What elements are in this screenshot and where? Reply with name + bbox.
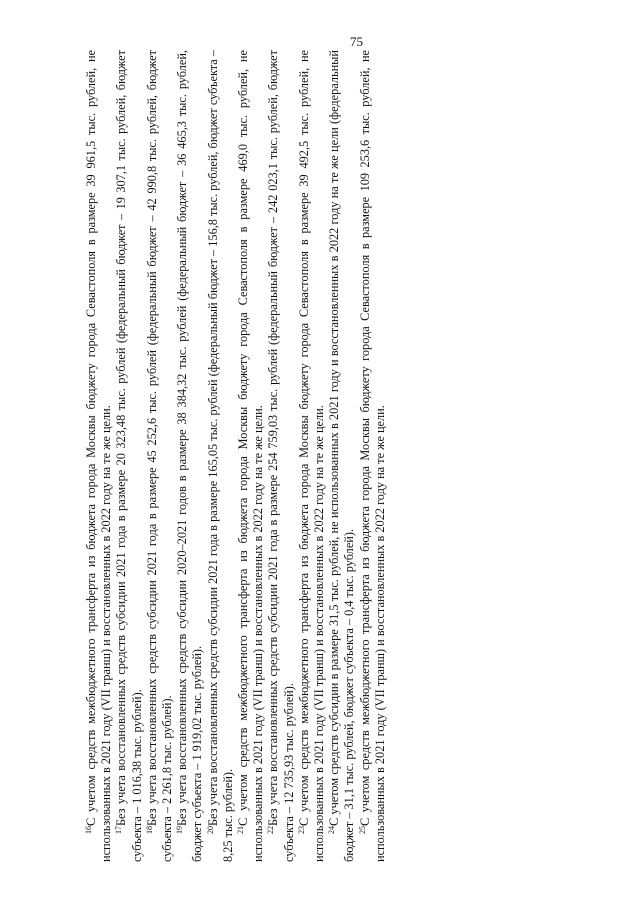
footnote-marker: 16: [84, 826, 93, 834]
footnote-marker: 23: [296, 826, 306, 834]
footnote-16: [84, 50, 114, 862]
footnote-line: Без учета восстановленных средств субсидии 2021 года в размере 20 323,48 тыс. рублей (федеральный бюджет –: [114, 213, 129, 826]
footnote-line: бюджет – 36 465,3 тыс. рублей, бюджет субъекта – 1 919,02 тыс. рублей).: [175, 50, 205, 862]
footnote-line: в размере 109 253,6 тыс. рублей, не использованных в 2021 году (VII транш) и восстановленных в 2022 году: [357, 50, 387, 862]
footnote-marker: 19: [175, 826, 185, 834]
footnote-25: [358, 50, 388, 862]
footnote-line: С учетом средств межбюджетного трансферта из бюджета города Москвы бюджету города Севастополя: [84, 250, 98, 826]
footnote-22: [266, 50, 296, 862]
footnote-24: [327, 50, 357, 862]
footnote-line: на те же цели.: [312, 405, 327, 479]
footnote-marker: 25: [357, 826, 367, 834]
footnote-17: [114, 50, 144, 862]
footnote-line: в 2022 году на те же цели (федеральный бюджет – 31,1 тыс. рублей, бюджет субъекта – 0,4 тыс. рублей).: [327, 50, 357, 862]
footnote-marker: 17: [114, 826, 124, 834]
footnote-line: Без учета восстановленных средств субсидии 2020–2021 годов в размере 38 384,32 тыс. рублей (федеральный: [175, 226, 190, 826]
footnote-21: [236, 50, 266, 862]
footnote-line: 19 307,1 тыс. рублей, бюджет субъекта – 1 016,38 тыс. рублей).: [114, 49, 144, 862]
footnote-18: [145, 50, 175, 862]
footnote-line: Без учета восстановленных средств субсидии 2021 года в размере 165,05 тыс. рублей (федеральный бюджет –: [205, 249, 220, 826]
footnote-line: С учетом средств межбюджетного трансферта из бюджета города Москвы бюджету города Севастополя: [296, 250, 311, 826]
footnote-19: [175, 50, 205, 862]
footnote-marker: 18: [144, 826, 154, 834]
footnote-marker: 20: [205, 826, 215, 834]
footnote-line: Без учета восстановленных средств субсидии 2021 года в размере 45 252,6 тыс. рублей (федеральный бюджет –: [144, 215, 159, 826]
footnote-marker: 24: [327, 826, 337, 834]
footnote-marker: 21: [236, 826, 246, 834]
footnote-line: С учетом средств межбюджетного трансферта из бюджета города Москвы бюджету города Севастополя: [357, 254, 372, 826]
footnote-line: Без учета восстановленных средств субсидии 2021 года в размере 254 759,03 тыс. рублей (федеральный бюджет –: [266, 216, 281, 826]
footnote-20: [206, 50, 236, 862]
footnote-line: С учетом средств межбюджетного трансферта из бюджета города Москвы бюджету города Севастополя: [236, 239, 251, 826]
footnote-line: на те же цели.: [372, 405, 387, 479]
footnote-line: в размере 39 961,5 тыс. рублей, не использованных в 2021 году (VII транш) и восстановленных в 2022 году: [84, 50, 114, 862]
footnote-line: С учетом средств субсидии в размере 31,5 тыс. рублей, не использованных в 2021 году и восстановленных: [327, 264, 342, 826]
footnote-marker: 22: [266, 826, 276, 834]
page-number: 75: [350, 34, 363, 49]
footnote-line: в размере 39 492,5 тыс. рублей, не использованных в 2021 году (VII транш) и восстановленных в 2022 году: [296, 50, 327, 862]
footnote-line: 242 023,1 тыс. рублей, бюджет субъекта – 12 735,93 тыс. рублей).: [266, 49, 296, 862]
footnote-23: [297, 50, 327, 862]
footnote-line: 42 990,8 тыс. рублей, бюджет субъекта – 2 261,8 тыс. рублей).: [144, 49, 175, 862]
footnote-line: на те же цели.: [99, 405, 114, 479]
footnotes-block: [84, 50, 554, 862]
footnote-line: 156,8 тыс. рублей, бюджет субъекта – 8,25 тыс. рублей).: [205, 50, 235, 862]
footnote-line: в размере 469,0 тыс. рублей, не использованных в 2021 году (VII транш) и восстановленных в 2022 году на те же цели.: [236, 50, 266, 862]
